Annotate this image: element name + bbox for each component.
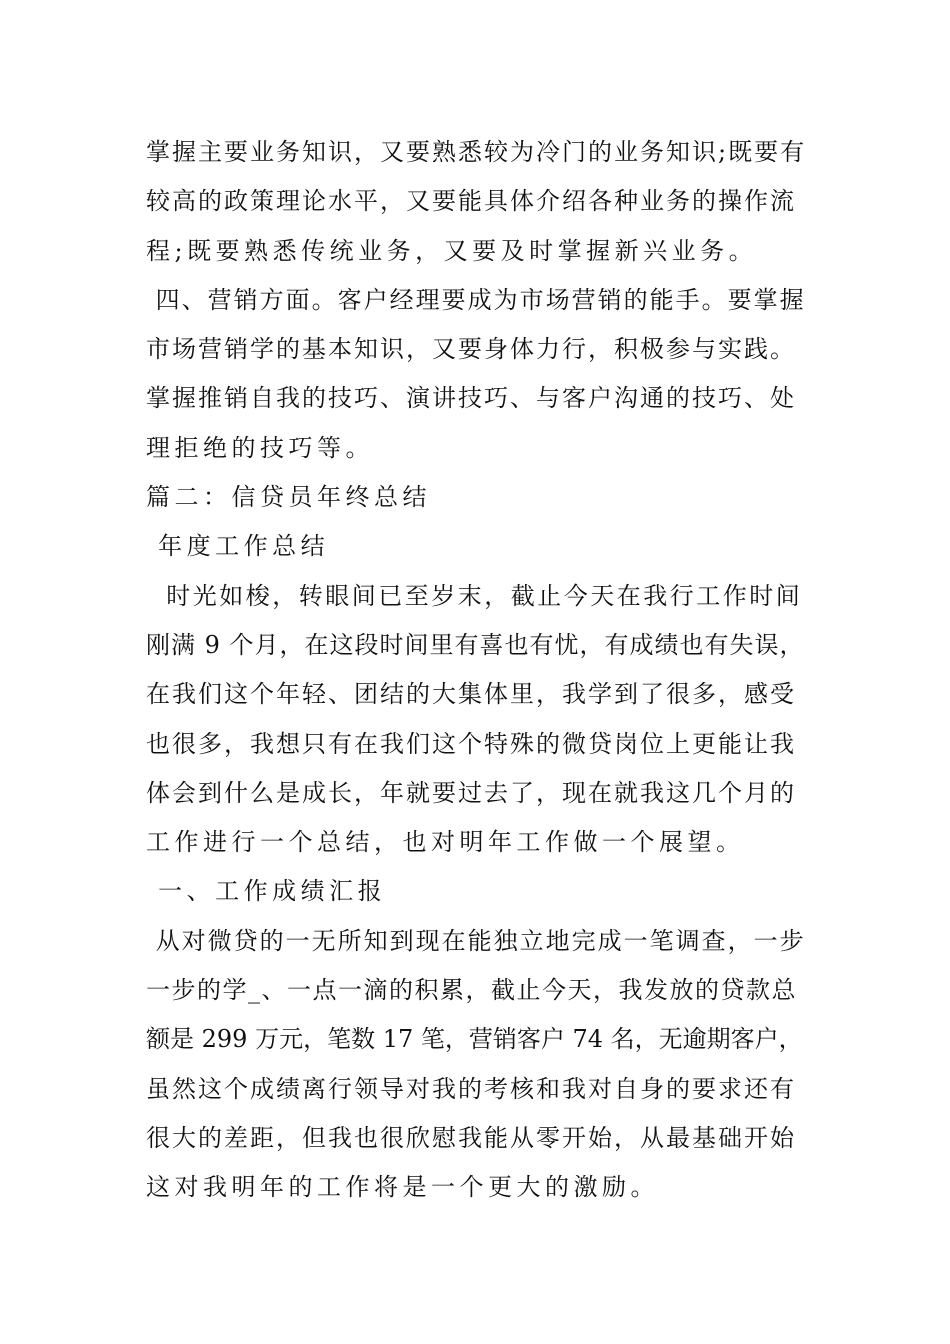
text-line: 掌握推销自我的技巧、演讲技巧、与客户沟通的技巧、处 xyxy=(146,384,796,413)
subsection-heading: 一、工作成绩汇报 xyxy=(146,877,387,906)
section-heading: 篇二：信贷员年终总结 xyxy=(146,483,431,512)
text-line: 体会到什么是成长，年就要过去了，现在就我这几个月的 xyxy=(146,778,796,807)
text-line: 这对我明年的工作将是一个更大的激励。 xyxy=(146,1173,659,1202)
subsection-heading: 年度工作总结 xyxy=(146,532,330,561)
document-body xyxy=(146,128,806,1213)
text-line: 时光如梭，转眼间已至岁末，截止今天在我行工作时间 xyxy=(146,581,803,610)
text-line: 在我们这个年轻、团结的大集体里，我学到了很多，感受 xyxy=(146,680,796,709)
text-line: 四、营销方面。客户经理要成为市场营销的能手。要掌握 xyxy=(146,285,806,314)
text-line: 较高的政策理论水平，又要能具体介绍各种业务的操作流 xyxy=(146,187,796,216)
text-line: 理拒绝的技巧等。 xyxy=(146,433,374,462)
text-line: 很大的差距，但我也很欣慰我能从零开始，从最基础开始 xyxy=(146,1123,796,1152)
text-line: 刚满 9 个月，在这段时间里有喜也有忧，有成绩也有失误， xyxy=(146,630,805,659)
text-line: 虽然这个成绩离行领导对我的考核和我对自身的要求还有 xyxy=(146,1074,796,1103)
text-line: 工作进行一个总结，也对明年工作做一个展望。 xyxy=(146,828,745,857)
text-line: 从对微贷的一无所知到现在能独立地完成一笔调查，一步 xyxy=(146,926,806,955)
text-line: 掌握主要业务知识，又要熟悉较为冷门的业务知识;既要有 xyxy=(146,138,807,166)
text-line: 市场营销学的基本知识，又要身体力行，积极参与实践。 xyxy=(146,335,796,364)
text-line: 也很多，我想只有在我们这个特殊的微贷岗位上更能让我 xyxy=(146,729,796,758)
text-line: 额是 299 万元，笔数 17 笔，营销客户 74 名，无逾期客户， xyxy=(146,1025,803,1054)
text-line: 一步的学_、一点一滴的积累，截止今天，我发放的贷款总 xyxy=(146,976,797,1005)
text-line: 程;既要熟悉传统业务，又要及时掌握新兴业务。 xyxy=(146,236,758,265)
